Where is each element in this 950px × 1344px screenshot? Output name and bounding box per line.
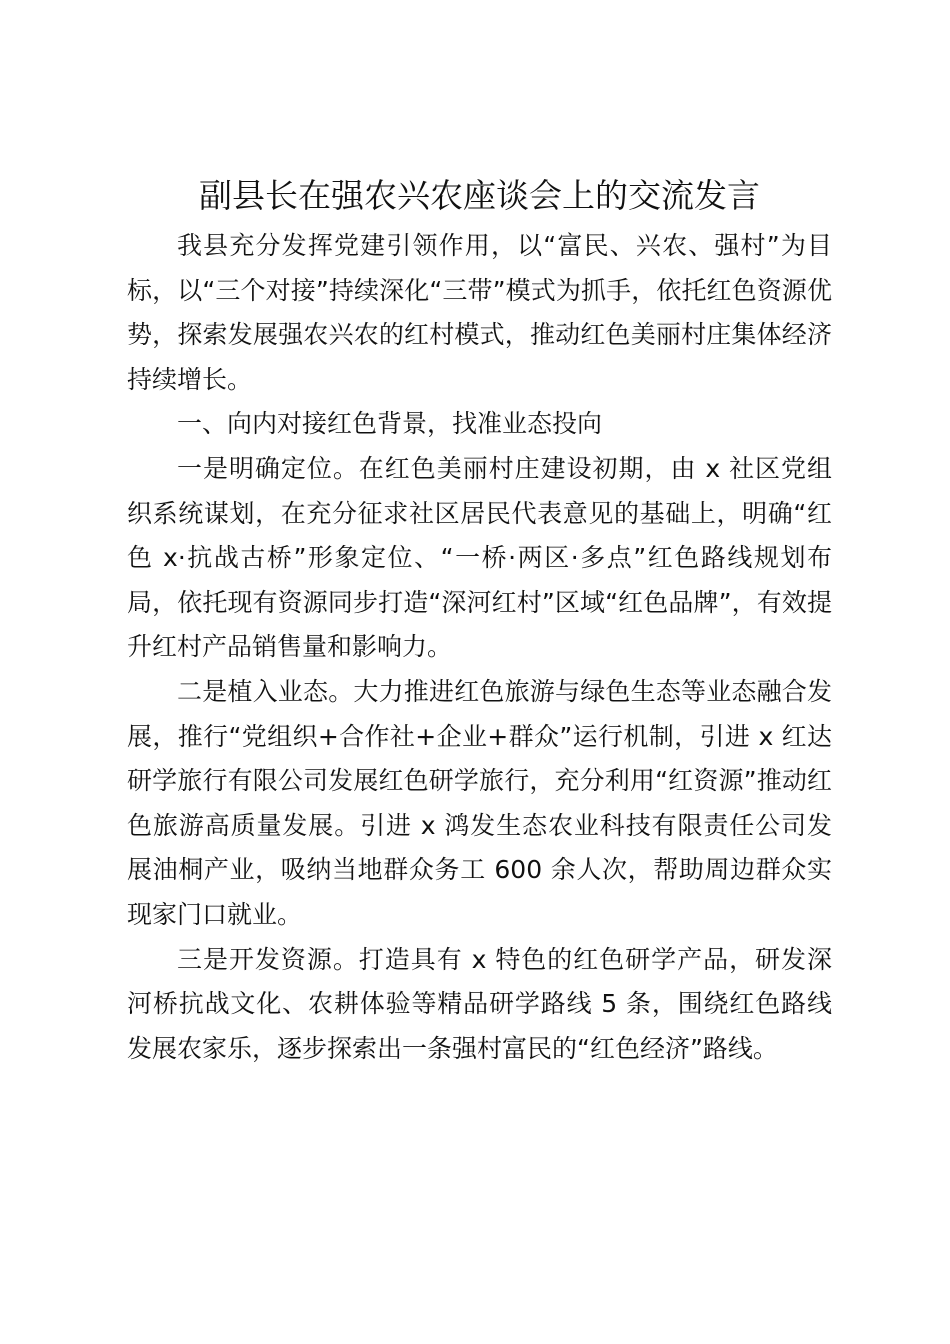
paragraph-resources: 三是开发资源。打造具有 x 特色的红色研学产品，研发深河桥抗战文化、农耕体验等精品研学路线 5 条，围绕红色路线发展农家乐，逐步探索出一条强村富民的“红色经济”路线。 bbox=[127, 944, 832, 1063]
paragraph-positioning: 一是明确定位。在红色美丽村庄建设初期，由 x 社区党组织系统谋划，在充分征求社区居民代表意见的基础上，明确“红色 x·抗战古桥”形象定位、“一桥·两区·多点”红色路线规划布局，依托现有资源同步打造“深河红村”区域“红色品牌”，有效提升红村产品销售量和影响力。 bbox=[127, 453, 832, 662]
paragraph-industry: 二是植入业态。大力推进红色旅游与绿色生态等业态融合发展，推行“党组织+合作社+企业+群众”运行机制，引进 x 红达研学旅行有限公司发展红色研学旅行，充分利用“红资源”推动红色旅游高质量发展。引进 x 鸿发生态农业科技有限责任公司发展油桐产业，吸纳当地群众务工 600 余人次，帮助周边群众实现家门口就业。 bbox=[127, 676, 832, 929]
document-body bbox=[127, 170, 832, 1071]
section-heading: 一、向内对接红色背景，找准业态投向 bbox=[177, 409, 603, 439]
intro-paragraph: 我县充分发挥党建引领作用，以“富民、兴农、强村”为目标，以“三个对接”持续深化“三带”模式为抓手，依托红色资源优势，探索发展强农兴农的红村模式，推动红色美丽村庄集体经济持续增长。 bbox=[127, 231, 832, 394]
document-title: 副县长在强农兴农座谈会上的交流发言 bbox=[199, 176, 760, 215]
